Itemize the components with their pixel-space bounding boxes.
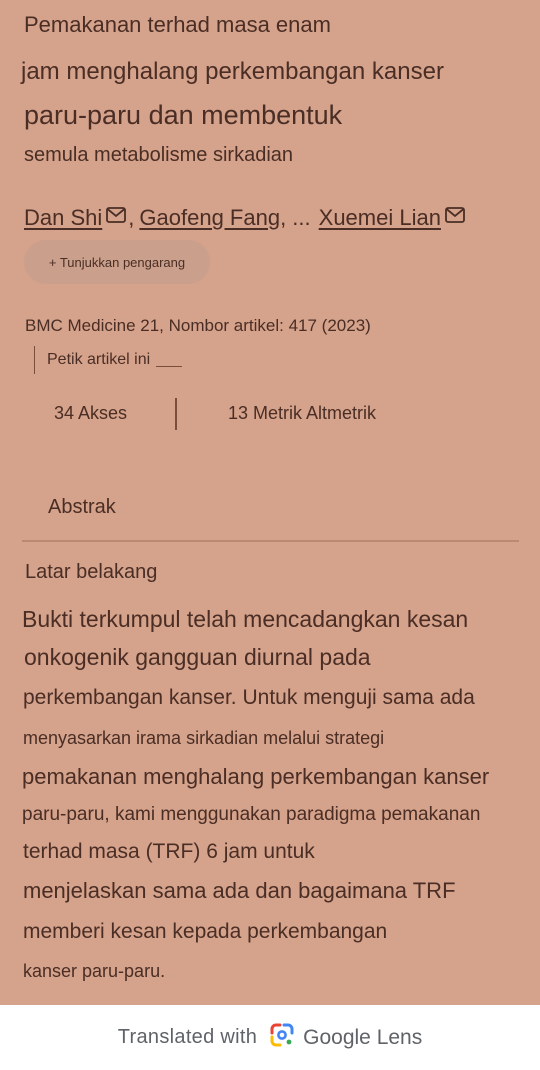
altmetric-metric[interactable]: 13 Metrik Altmetrik (228, 403, 377, 423)
metrics-divider (175, 398, 177, 430)
article-title-line-2: jam menghalang perkembangan kanser (21, 58, 444, 85)
google-lens-brand: Google Lens (303, 1025, 423, 1049)
cite-underline (156, 366, 182, 367)
article-title-line-1: Pemakanan terhad masa enam (24, 12, 331, 37)
abstract-line: perkembangan kanser. Untuk menguji sama ada (23, 686, 475, 709)
abstract-heading[interactable]: Abstrak (48, 496, 116, 518)
abstract-line: menyasarkan irama sirkadian melalui strategi (23, 728, 385, 748)
abstract-line: menjelaskan sama ada dan bagaimana TRF (23, 878, 456, 903)
google-lens-icon (269, 1022, 295, 1053)
abstract-line: terhad masa (TRF) 6 jam untuk (23, 840, 315, 863)
show-authors-button[interactable]: + Tunjukkan pengarang (24, 240, 210, 284)
cite-article-link[interactable] (34, 346, 182, 374)
author-link-xuemei-lian[interactable]: Xuemei Lian (318, 205, 441, 230)
author-link-dan-shi[interactable]: Dan Shi (24, 205, 103, 230)
cite-article-label: Petik artikel ini (47, 351, 151, 368)
article-title-line-3: paru-paru dan membentuk (24, 100, 343, 130)
author-separator: , (128, 205, 135, 230)
abstract-line: onkogenik gangguan diurnal pada (24, 644, 371, 670)
abstract-line: kanser paru-paru. (23, 961, 166, 981)
email-icon[interactable] (445, 203, 465, 229)
section-divider (22, 540, 519, 542)
journal-citation: BMC Medicine 21, Nombor artikel: 417 (2023) (25, 316, 371, 335)
article-title-line-4: semula metabolisme sirkadian (24, 144, 294, 166)
abstract-line: pemakanan menghalang perkembangan kanser (22, 764, 490, 789)
translated-with-label: Translated with (117, 1026, 258, 1048)
abstract-line: paru-paru, kami menggunakan paradigma pemakanan (22, 804, 481, 825)
abstract-line: Bukti terkumpul telah mencadangkan kesan (22, 606, 469, 632)
translation-footer (0, 1005, 540, 1070)
author-list (24, 205, 467, 231)
background-subheading: Latar belakang (25, 561, 158, 583)
accesses-metric[interactable]: 34 Akses (54, 403, 128, 423)
abstract-line: memberi kesan kepada perkembangan (23, 920, 388, 943)
email-icon[interactable] (106, 203, 126, 229)
author-link-gaofeng-fang[interactable]: Gaofeng Fang (139, 205, 281, 230)
author-ellipsis: , ... (280, 205, 311, 230)
